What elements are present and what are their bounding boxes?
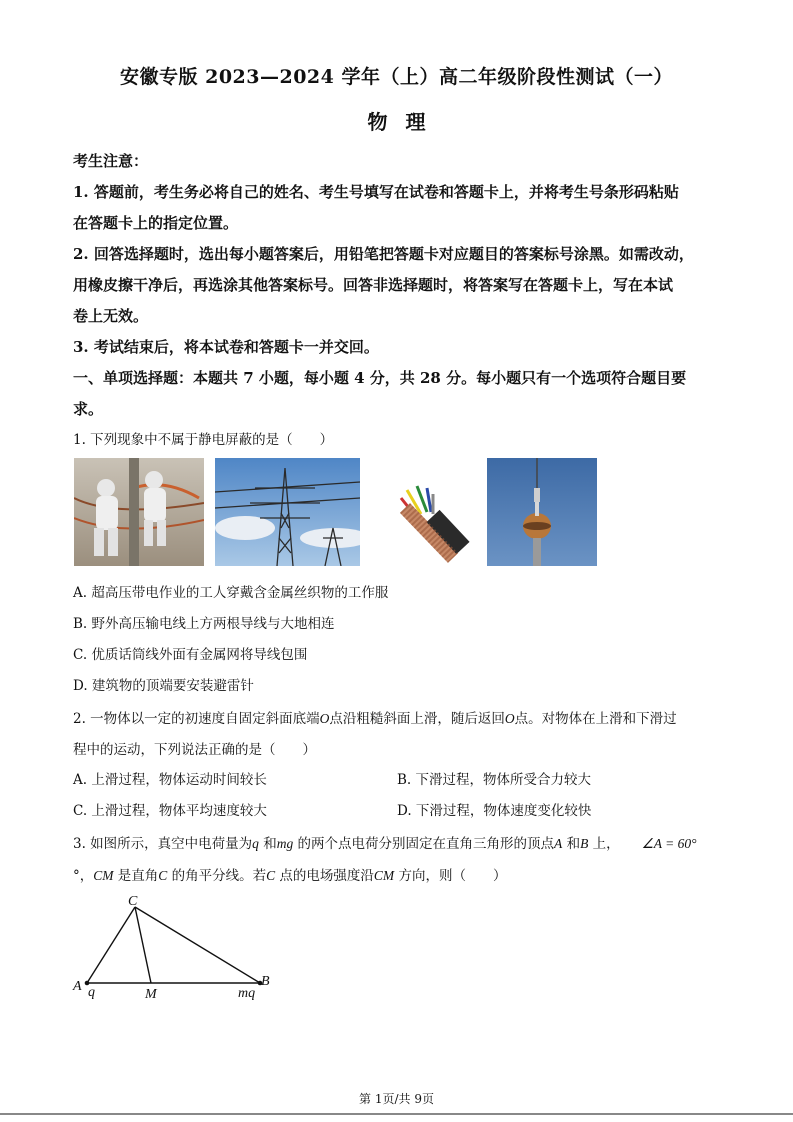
q3-charge-mg: mg	[276, 836, 294, 851]
q2-text-2: 点沿粗糙斜面上滑，随后返回	[329, 711, 505, 727]
label-c: C	[128, 894, 138, 909]
q1-option-c: C. 优质话筒线外面有金属网将导线包围	[73, 647, 308, 663]
q3-bisector-cm-2: CM	[373, 868, 395, 883]
q1-options	[73, 578, 723, 702]
q3-bisector-cm: CM	[93, 868, 114, 883]
q3-vertex-c-2: C	[266, 868, 276, 883]
notice-item-1-line-2: 在答题卡上的指定位置。	[73, 214, 239, 232]
notice-item-2-line-3: 卷上无效。	[73, 307, 149, 325]
q3-text-2: 和	[263, 836, 277, 852]
q2-options	[73, 765, 723, 827]
q2-option-a: A. 上滑过程，物体运动时间较长	[73, 772, 267, 788]
q2-point-o-2: O	[504, 711, 515, 726]
lightning-rod-tower-photo	[487, 458, 597, 566]
q3-text-5: 上，	[592, 836, 620, 852]
q3-vertex-a: A	[554, 836, 563, 851]
q3-text-3: 的两个点电荷分别固定在直角三角形的顶点	[297, 836, 555, 852]
label-a: A	[73, 979, 82, 994]
subject-title: 物理	[367, 110, 444, 134]
page-number: 第 1页/共 9页	[359, 1092, 434, 1106]
section-heading-line-1: 一、单项选择题：本题共 7 小题，每小题 4 分，共 28 分。每小题只有一个选项符合题目要	[73, 369, 687, 387]
q1-option-b: B. 野外高压输电线上方两根导线与大地相连	[73, 616, 335, 632]
exam-title: 安徽专版 2023—2024 学年（上）高二年级阶段性测试（一）	[120, 66, 673, 88]
q3-charge-q: q	[252, 836, 259, 851]
q3-text-4: 和	[566, 836, 581, 852]
bisector-cm	[135, 907, 151, 983]
q2-stem	[73, 703, 723, 766]
q2-option-d: D. 下滑过程，物体速度变化较快	[397, 803, 592, 819]
q1-stem: 1. 下列现象中不属于静电屏蔽的是（ ）	[73, 432, 334, 448]
section-heading-line-2: 求。	[73, 400, 104, 418]
label-q: q	[88, 985, 95, 1000]
label-m: M	[145, 987, 157, 1002]
q2-text-1: 2. 一物体以一定的初速度自固定斜面底端	[73, 711, 320, 727]
q2-stem-line-1	[73, 703, 723, 735]
q2-text-3: 点。对物体在上滑和下滑过	[514, 711, 677, 727]
q2-stem-line-2: 程中的运动，下列说法正确的是（ ）	[73, 742, 316, 758]
q3-angle-a: ∠A = 60°	[641, 836, 697, 851]
edge-cb	[135, 907, 260, 983]
q3-text-1: 3. 如图所示，真空中电荷量为	[73, 836, 253, 852]
notice-block	[73, 146, 723, 425]
q3-triangle-diagram	[70, 890, 280, 1005]
notice-item-2-line-1: 2. 回答选择题时，选出每小题答案后，用铅笔把答题卡对应题目的答案标号涂黑。如需改动，	[73, 245, 694, 263]
bottom-divider	[0, 1113, 793, 1115]
q1-option-d: D. 建筑物的顶端要安装避雷针	[73, 678, 254, 694]
edge-ac	[87, 907, 135, 983]
q3-text-10: 方向，则（ ）	[398, 868, 507, 884]
q3-text-9: 点的电场强度沿	[279, 868, 374, 884]
q1-option-a: A. 超高压带电作业的工人穿戴含金属丝织物的工作服	[73, 585, 389, 601]
linemen-photo	[74, 458, 204, 566]
q3-vertex-b: B	[580, 836, 589, 851]
q3-text-7: 是直角	[117, 868, 159, 884]
label-mq: mq	[238, 986, 256, 1001]
shielded-cable-photo	[383, 458, 473, 566]
q2-option-c: C. 上滑过程，物体平均速度较大	[73, 803, 267, 819]
q3-stem-line-1	[73, 828, 733, 860]
q3-stem-line-2	[73, 860, 733, 892]
q3-stem	[73, 828, 733, 892]
notice-item-1-line-1: 1. 答题前，考生务必将自己的姓名、考生号填写在试卷和答题卡上，并将考生号条形码粘贴	[73, 183, 679, 201]
q2-option-b: B. 下滑过程，物体所受合力较大	[397, 772, 592, 788]
q2-point-o: O	[319, 711, 330, 726]
notice-heading: 考生注意：	[73, 152, 149, 170]
q3-text-8: 的角平分线。若	[171, 868, 267, 884]
notice-item-3: 3. 考试结束后，将本试卷和答题卡一并交回。	[73, 338, 379, 356]
q3-vertex-c: C	[158, 868, 168, 883]
q3-text-6: °，	[73, 868, 94, 884]
label-b: B	[261, 974, 270, 989]
power-tower-photo	[215, 458, 360, 566]
notice-item-2-line-2: 用橡皮擦干净后，再选涂其他答案标号。回答非选择题时，将答案写在答题卡上，写在本试	[73, 276, 674, 294]
